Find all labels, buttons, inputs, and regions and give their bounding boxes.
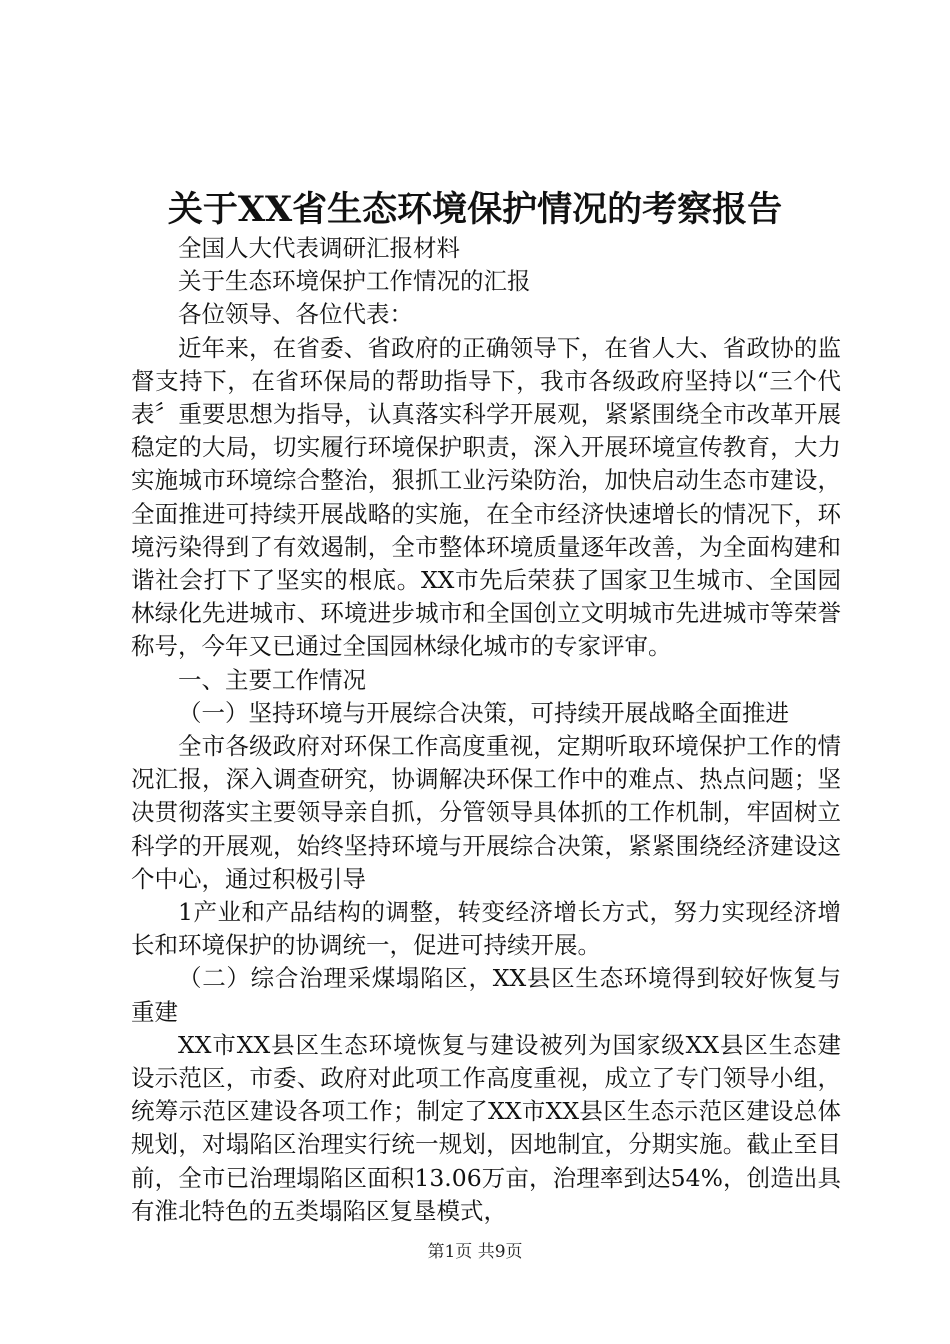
subsection-heading-2: （二）综合治理采煤塌陷区，XX县区生态环境得到较好恢复与重建 (131, 964, 841, 1026)
paragraph-body-2: 1产业和产品结构的调整，转变经济增长方式，努力实现经济增长和环境保护的协调统一，促进可持续开展。 (131, 898, 841, 960)
page-number: 第1页 共9页 (427, 1242, 523, 1262)
subsection-heading-1: （一）坚持环境与开展综合决策，可持续开展战略全面推进 (178, 698, 789, 727)
document-body (131, 232, 841, 1228)
paragraph-subtitle-2: 关于生态环境保护工作情况的汇报 (178, 267, 531, 296)
section-heading-1: 一、主要工作情况 (178, 665, 366, 694)
paragraph-body-3: XX市XX县区生态环境恢复与建设被列为国家级XX县区生态建设示范区，市委、政府对此项工作高度重视，成立了专门领导小组，统筹示范区建设各项工作；制定了XX市XX县区生态示范区建设总体规划，对塌陷区治理实行统一规划，因地制宜，分期实施。截止至目前，全市已治理塌陷区面积13.06万亩，治理率到达54%，创造出具有淮北特色的五类塌陷区复垦模式， (131, 1030, 841, 1225)
paragraph-intro: 近年来，在省委、省政府的正确领导下，在省人大、省政协的监督支持下，在省环保局的帮助指导下，我市各级政府坚持以“三个代表〞重要思想为指导，认真落实科学开展观，紧紧围绕全市改革开展稳定的大局，切实履行环境保护职责，深入开展环境宣传教育，大力实施城市环境综合整治，狠抓工业污染防治，加快启动生态市建设，全面推进可持续开展战略的实施，在全市经济快速增长的情况下，环境污染得到了有效遏制，全市整体环境质量逐年改善，为全面构建和谐社会打下了坚实的根底。XX市先后荣获了国家卫生城市、全国园林绿化先进城市、环境进步城市和全国创立文明城市先进城市等荣誉称号，今年又已通过全国园林绿化城市的专家评审。 (131, 333, 841, 661)
paragraph-salutation: 各位领导、各位代表： (178, 300, 413, 329)
paragraph-subtitle-1: 全国人大代表调研汇报材料 (178, 234, 460, 262)
document-title: 关于XX省生态环境保护情况的考察报告 (167, 189, 783, 230)
paragraph-body-1: 全市各级政府对环保工作高度重视，定期听取环境保护工作的情况汇报，深入调查研究，协调解决环保工作中的难点、热点问题；坚决贯彻落实主要领导亲自抓，分管领导具体抓的工作机制，牢固树立科学的开展观，始终坚持环境与开展综合决策，紧紧围绕经济建设这个中心，通过积极引导 (131, 732, 841, 893)
